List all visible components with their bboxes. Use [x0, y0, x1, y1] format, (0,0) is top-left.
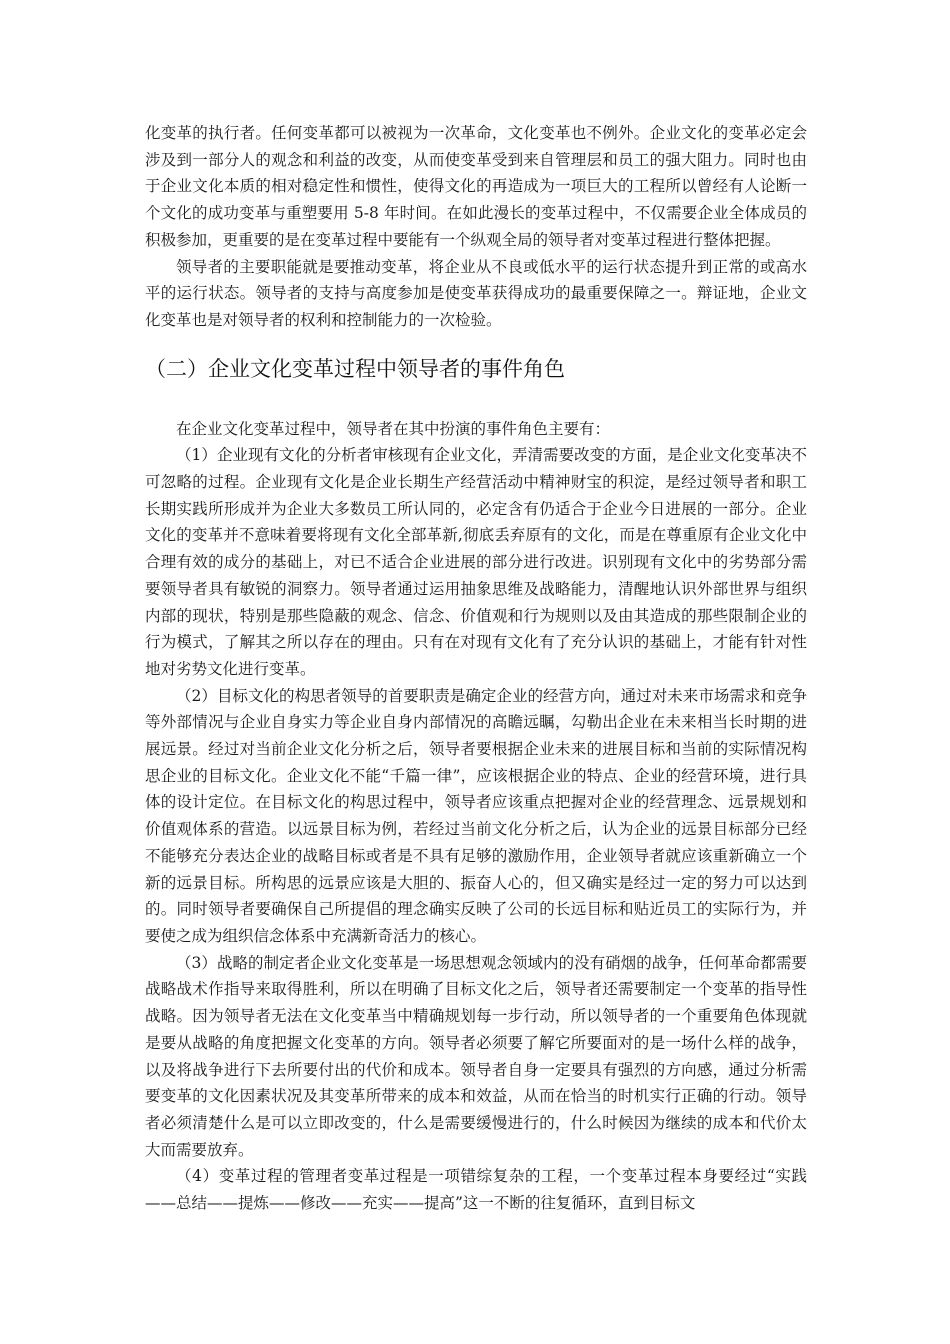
list-item: （4）变革过程的管理者变革过程是一项错综复杂的工程，一个变革过程本身要经过“实践——总结——提炼——修改——充实——提高”这一不断的往复循环，直到目标文	[145, 1167, 807, 1213]
section-intro: 在企业文化变革过程中，领导者在其中扮演的事件角色主要有：	[176, 419, 611, 438]
list-item: （2）目标文化的构思者领导的首要职责是确定企业的经营方向，通过对未来市场需求和竞争等外部情况与企业自身实力等企业自身内部情况的高瞻远瞩，勾勒出企业在未来相当长时期的进展远景。经过对当前企业文化分析之后，领导者要根据企业未来的进展目标和当前的实际情况构思企业的目标文化。企业文化不能“千篇一律”，应该根据企业的特点、企业的经营环境，进行具体的设计定位。在目标文化的构思过程中，领导者应该重点把握对企业的经营理念、远景规划和价值观体系的营造。以远景目标为例，若经过当前文化分析之后，认为企业的远景目标部分已经不能够充分表达企业的战略目标或者是不具有足够的激励作用，企业领导者就应该重新确立一个新的远景目标。所构思的远景应该是大胆的、振奋人心的，但又确实是经过一定的努力可以达到的。同时领导者要确保自己所提倡的理念确实反映了公司的长远目标和贴近员工的实际行为，并要使之成为组织信念体系中充满新奇活力的核心。	[145, 686, 807, 945]
section-heading: （二）企业文化变革过程中领导者的事件角色	[145, 356, 565, 381]
body-paragraph: 化变革的执行者。任何变革都可以被视为一次革命，文化变革也不例外。企业文化的变革必定会涉及到一部分人的观念和利益的改变，从而使变革受到来自管理层和员工的强大阻力。同时也由于企业文化本质的相对稳定性和惯性，使得文化的再造成为一项巨大的工程所以曾经有人论断一个文化的成功变革与重塑要用 5-8 年时间。在如此漫长的变革过程中，不仅需要企业全体成员的积极参加，更重要的是在变革过程中要能有一个纵观全局的领导者对变革过程进行整体把握。	[145, 124, 807, 249]
list-item: （3）战略的制定者企业文化变革是一场思想观念领域内的没有硝烟的战争，任何革命都需要战略战术作指导来取得胜利，所以在明确了目标文化之后，领导者还需要制定一个变革的指导性战略。因为领导者无法在文化变革当中精确规划每一步行动，所以领导者的一个重要角色体现就是要从战略的角度把握文化变革的方向。领导者必须要了解它所要面对的是一场什么样的战争，以及将战争进行下去所要付出的代价和成本。领导者自身一定要具有强烈的方向感，通过分析需要变革的文化因素状况及其变革所带来的成本和效益，从而在恰当的时机实行正确的行动。领导者必须清楚什么是可以立即改变的，什么是需要缓慢进行的，什么时候因为继续的成本和代价太大而需要放弃。	[145, 953, 807, 1159]
document-page	[145, 120, 807, 1217]
list-item: （1）企业现有文化的分析者审核现有企业文化，弄清需要改变的方面，是企业文化变革决不可忽略的过程。企业现有文化是企业长期生产经营活动中精神财宝的积淀，是经过领导者和职工长期实践所形成并为企业大多数员工所认同的，必定含有仍适合于企业今日进展的一部分。企业文化的变革并不意味着要将现有文化全部革新,彻底丢弃原有的文化，而是在尊重原有企业文化中合理有效的成分的基础上，对已不适合企业进展的部分进行改进。识别现有文化中的劣势部分需要领导者具有敏锐的洞察力。领导者通过运用抽象思维及战略能力，清醒地认识外部世界与组织内部的现状，特别是那些隐蔽的观念、信念、价值观和行为规则以及由其造成的那些限制企业的行为模式，了解其之所以存在的理由。只有在对现有文化有了充分认识的基础上，才能有针对性地对劣势文化进行变革。	[145, 446, 807, 678]
body-paragraph: 领导者的主要职能就是要推动变革，将企业从不良或低水平的运行状态提升到正常的或高水平的运行状态。领导者的支持与高度参加是使变革获得成功的最重要保障之一。辩证地，企业文化变革也是对领导者的权利和控制能力的一次检验。	[145, 257, 807, 329]
